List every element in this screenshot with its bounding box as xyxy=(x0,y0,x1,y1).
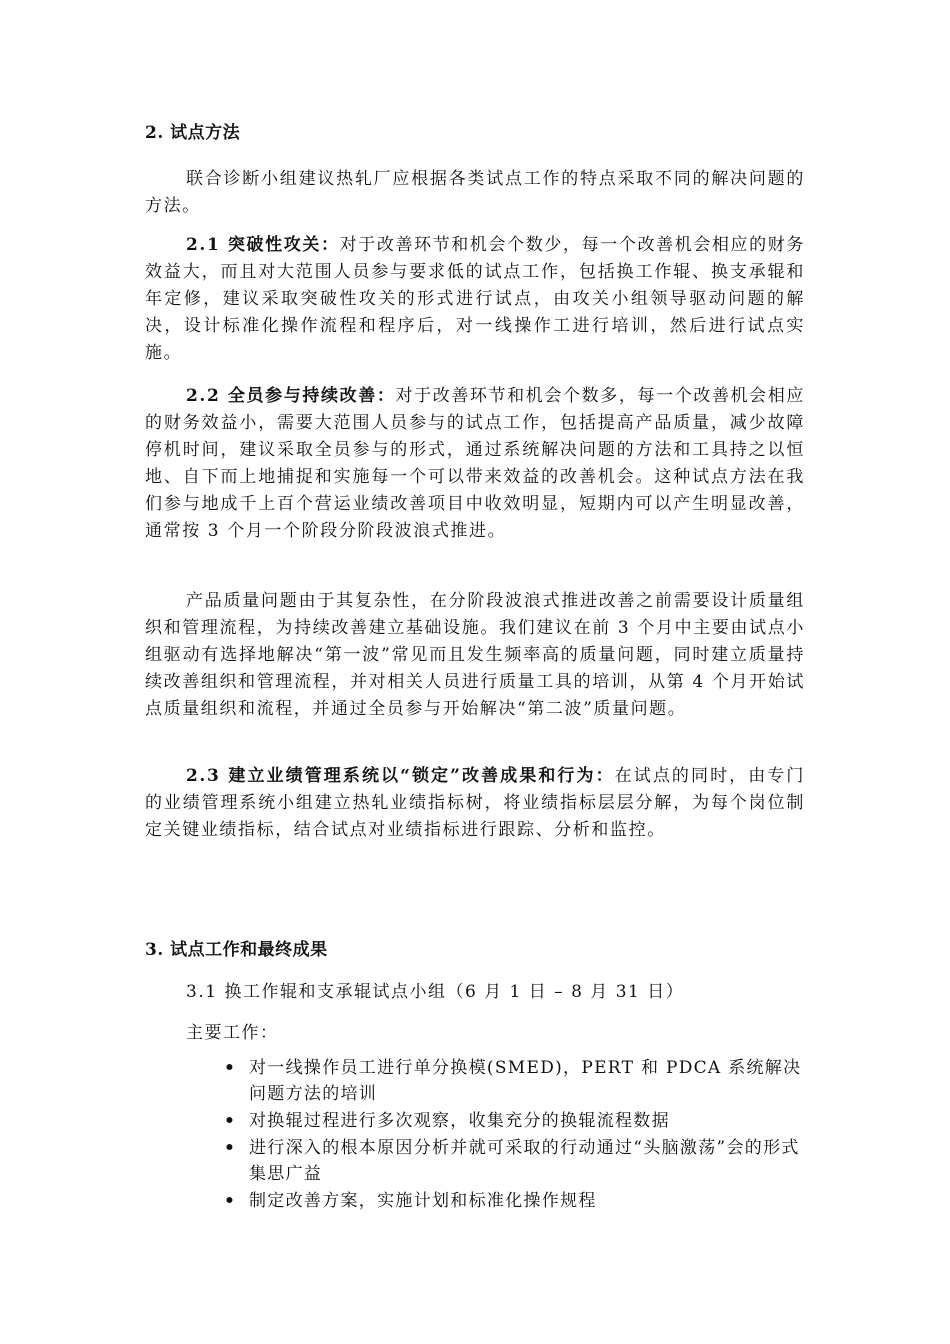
list-item xyxy=(222,1055,802,1107)
list-item xyxy=(222,1188,802,1214)
bullet-icon: • xyxy=(224,1058,237,1078)
paragraph-2-1-text: 对于改善环节和机会个数少，每一个改善机会相应的财务效益大，而且对大范围人员参与要求低的试点工作，包括换工作辊、换支承辊和年定修，建议采取突破性攻关的形式进行试点，由攻关小组领导驱动问题的解决，设计标准化操作流程和程序后，对一线操作工进行培训，然后进行试点实施。 xyxy=(145,235,805,363)
list-item xyxy=(222,1135,802,1187)
paragraph-2-3-text: 在试点的同时，由专门的业绩管理系统小组建立热轧业绩指标树，将业绩指标层层分解，为每个岗位制定关键业绩指标，结合试点对业绩指标进行跟踪、分析和监控。 xyxy=(145,766,805,840)
list-item xyxy=(222,1108,802,1134)
paragraph-2-3-label: 2.3 建立业绩管理系统以“锁定”改善成果和行为： xyxy=(186,766,615,786)
bullet-icon: • xyxy=(224,1111,237,1131)
paragraph-quality: 产品质量问题由于其复杂性，在分阶段波浪式推进改善之前需要设计质量组织和管理流程，为持续改善建立基础设施。我们建议在前 3 个月中主要由试点小组驱动有选择地解决“第一波”常见而且发生频率高的质量问题，同时建立质量持续改善组织和管理流程，并对相关人员进行质量工具的培训，从第 4 个月开始试点质量组织和流程，并通过全员参与开始解决“第二波”质量问题。 xyxy=(145,591,805,719)
work-bullet-list xyxy=(222,1055,802,1215)
paragraph-2-2 xyxy=(145,383,805,545)
list-item-text: 制定改善方案，实施计划和标准化操作规程 xyxy=(249,1191,597,1211)
paragraph-2-3 xyxy=(145,763,805,844)
list-item-text: 对一线操作员工进行单分换模(SMED)，PERT 和 PDCA 系统解决问题方法的培训 xyxy=(249,1058,802,1104)
section-3-heading: 3. 试点工作和最终成果 xyxy=(145,940,328,960)
paragraph-2-2-text: 对于改善环节和机会个数多，每一个改善机会相应的财务效益小，需要大范围人员参与的试点工作，包括提高产品质量，减少故障停机时间，建议采取全员参与的形式，通过系统解决问题的方法和工具持之以恒地、自下而上地捕捉和实施每一个可以带来效益的改善机会。这种试点方法在我们参与地成千上百个营运业绩改善项目中收效明显，短期内可以产生明显改善，通常按 3 个月一个阶段分阶段波浪式推进。 xyxy=(145,386,806,541)
section-2-heading: 2. 试点方法 xyxy=(145,123,241,143)
main-work-label: 主要工作： xyxy=(186,1023,279,1043)
paragraph-2-1 xyxy=(145,232,805,367)
list-item-text: 对换辊过程进行多次观察，收集充分的换辊流程数据 xyxy=(249,1111,670,1131)
list-item-text: 进行深入的根本原因分析并就可采取的行动通过“头脑激荡”会的形式集思广益 xyxy=(249,1138,800,1184)
subsection-3-1: 3.1 换工作辊和支承辊试点小组（6 月 1 日 – 8 月 31 日） xyxy=(186,982,685,1002)
bullet-icon: • xyxy=(224,1191,237,1211)
section-2-intro: 联合诊断小组建议热轧厂应根据各类试点工作的特点采取不同的解决问题的方法。 xyxy=(145,169,805,216)
bullet-icon: • xyxy=(224,1138,237,1158)
paragraph-2-2-label: 2.2 全员参与持续改善： xyxy=(186,386,396,406)
paragraph-2-1-label: 2.1 突破性攻关： xyxy=(186,235,340,255)
